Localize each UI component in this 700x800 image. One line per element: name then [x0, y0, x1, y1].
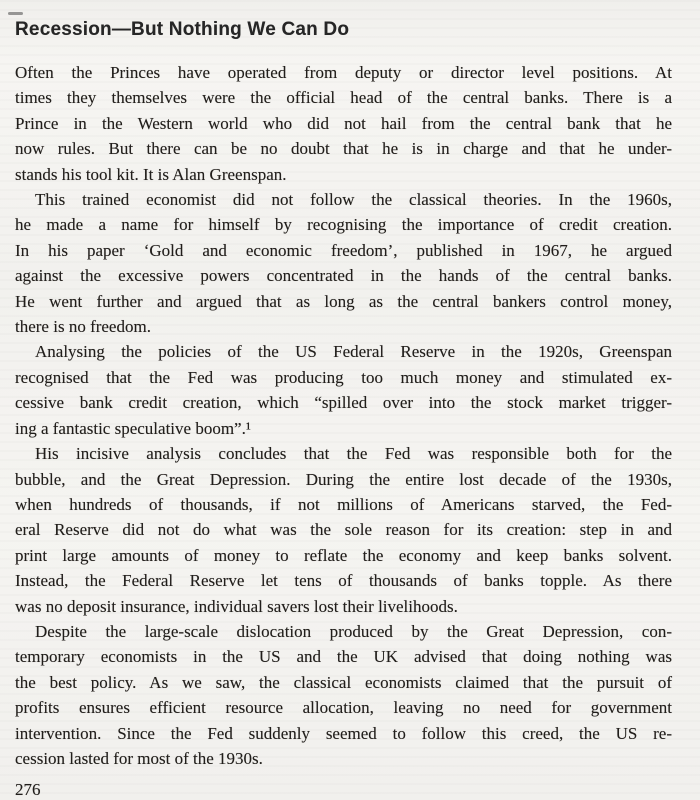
body-line: temporary economists in the US and the UK advised that doing nothing was [15, 647, 672, 667]
body-line: was no deposit insurance, individual savers lost their livelihoods. [15, 596, 458, 616]
body-line: This trained economist did not follow the classical theories. In the 1960s, [35, 190, 672, 210]
body-line: Instead, the Federal Reserve let tens of thousands of banks topple. As there [15, 571, 672, 591]
body-line: print large amounts of money to reflate the economy and keep banks solvent. [15, 545, 672, 565]
page-number: 276 [15, 780, 41, 800]
body-line: His incisive analysis concludes that the Fed was responsible both for the [35, 444, 672, 464]
body-line: Analysing the policies of the US Federal Reserve in the 1920s, Greenspan [35, 342, 672, 362]
body-line: profits ensures efficient resource allocation, leaving no need for government [15, 698, 672, 718]
body-line: eral Reserve did not do what was the sole reason for its creation: step in and [15, 520, 672, 540]
body-line: times they themselves were the official head of the central banks. There is a [15, 88, 672, 108]
body-line: cessive bank credit creation, which “spilled over into the stock market trigger- [15, 393, 672, 413]
body-line: He went further and argued that as long as the central bankers control money, [15, 291, 672, 311]
body-line: now rules. But there can be no doubt that he is in charge and that he under- [15, 139, 672, 159]
body-line: Despite the large-scale dislocation produced by the Great Depression, con- [35, 621, 672, 641]
body-line: when hundreds of thousands, if not millions of Americans starved, the Fed- [15, 494, 672, 514]
body-text [15, 60, 672, 771]
body-line: cession lasted for most of the 1930s. [15, 748, 263, 768]
body-line: the best policy. As we saw, the classical economists claimed that the pursuit of [15, 672, 672, 692]
body-line: he made a name for himself by recognising the importance of credit creation. [15, 215, 672, 235]
scan-artifact [8, 12, 23, 15]
body-line: bubble, and the Great Depression. During the entire lost decade of the 1930s, [15, 469, 672, 489]
body-line: intervention. Since the Fed suddenly seemed to follow this creed, the US re- [15, 723, 672, 743]
body-line: ing a fantastic speculative boom”.¹ [15, 418, 251, 438]
body-line: Prince in the Western world who did not hail from the central bank that he [15, 113, 672, 133]
body-line: Often the Princes have operated from deputy or director level positions. At [15, 63, 672, 82]
body-line: stands his tool kit. It is Alan Greenspan. [15, 164, 287, 184]
body-line: In his paper ‘Gold and economic freedom’, published in 1967, he argued [15, 240, 672, 260]
body-line: recognised that the Fed was producing too much money and stimulated ex- [15, 367, 672, 387]
section-heading: Recession—But Nothing We Can Do [15, 19, 350, 40]
body-line: there is no freedom. [15, 317, 151, 337]
body-line: against the excessive powers concentrated in the hands of the central banks. [15, 266, 672, 286]
